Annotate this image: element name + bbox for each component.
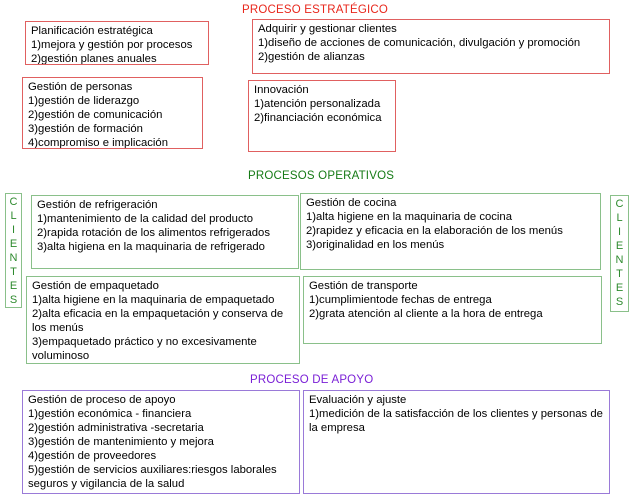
box-gestion-transporte <box>303 276 602 344</box>
box-item: 1)mantenimiento de la calidad del producto <box>37 213 254 225</box>
box-item: 2)rapida rotación de los alimentos refrigerados <box>37 227 270 239</box>
box-title: Gestión de empaquetado <box>32 280 159 292</box>
box-item: 3)alta higiena en la maquinaria de refrigerado <box>37 241 265 253</box>
box-item: 3)gestión de mantenimiento y mejora <box>28 436 214 448</box>
clientes-letter: E <box>9 280 18 292</box>
clientes-letter: E <box>615 282 624 294</box>
clientes-letter: T <box>10 266 17 278</box>
clientes-letter: T <box>616 268 623 280</box>
box-item: 4)compromiso e implicación <box>28 137 169 149</box>
box-title: Gestión de personas <box>28 81 133 93</box>
proceso-estrategico-title: PROCESO ESTRATÉGICO <box>242 4 389 16</box>
clientes-letter: N <box>9 252 18 264</box>
clientes-label-left <box>5 193 22 308</box>
box-title: Adquirir y gestionar clientes <box>258 23 397 35</box>
clientes-letter: C <box>615 198 624 210</box>
clientes-letter: E <box>615 240 624 252</box>
box-item: 2)gestión administrativa -secretaria <box>28 422 204 434</box>
box-item: 3)gestión de formación <box>28 123 143 135</box>
box-gestion-refrigeracion <box>31 195 299 269</box>
box-item: 1)alta higiene en la maquinaria de empaquetado <box>32 294 275 306</box>
box-adquirir-gestionar-clientes <box>252 19 610 74</box>
box-item: 5)gestión de servicios auxiliares:riesgos laborales seguros y vigilancia de la salud <box>28 464 277 490</box>
box-title: Gestión de cocina <box>306 197 397 209</box>
clientes-letter: L <box>616 212 623 224</box>
box-gestion-cocina <box>300 193 601 270</box>
box-item: 1)diseño de acciones de comunicación, divulgación y promoción <box>258 37 581 49</box>
clientes-letter: E <box>9 238 18 250</box>
clientes-letter: L <box>10 210 17 222</box>
clientes-letter: C <box>9 196 18 208</box>
box-item: 2)rapidez y eficacia en la elaboración de los menús <box>306 225 563 237</box>
box-title: Evaluación y ajuste <box>309 394 407 406</box>
box-item: 1)atención personalizada <box>254 98 381 110</box>
clientes-letter: S <box>615 296 624 308</box>
box-innovacion <box>248 80 396 152</box>
box-title: Planificación estratégica <box>31 25 153 37</box>
clientes-label-right <box>610 195 629 312</box>
box-item: 2)gestión de alianzas <box>258 51 365 63</box>
box-item: 1)mejora y gestión por procesos <box>31 39 193 51</box>
box-evaluacion-ajuste <box>303 390 610 494</box>
clientes-letter: S <box>9 294 18 306</box>
box-planificacion-estrategica <box>25 21 209 65</box>
box-item: 1)gestión económica - financiera <box>28 408 192 420</box>
box-title: Gestión de refrigeración <box>37 199 158 211</box>
box-item: 1)gestión de liderazgo <box>28 95 140 107</box>
box-item: 1)alta higiene en la maquinaria de cocina <box>306 211 512 223</box>
box-item: 2)financiación económica <box>254 112 382 124</box>
box-item: 2)grata atención al cliente a la hora de entrega <box>309 308 543 320</box>
box-gestion-proceso-apoyo <box>22 390 300 494</box>
clientes-letter: I <box>617 226 622 238</box>
box-title: Innovación <box>254 84 309 96</box>
proceso-de-apoyo-title: PROCESO DE APOYO <box>250 374 374 386</box>
clientes-letter: I <box>11 224 16 236</box>
box-item: 2)gestión planes anuales <box>31 53 157 65</box>
box-gestion-de-personas <box>22 77 203 149</box>
box-title: Gestión de transporte <box>309 280 418 292</box>
box-item: 4)gestión de proveedores <box>28 450 157 462</box>
box-item: 1)medición de la satisfacción de los clientes y personas de la empresa <box>309 408 603 434</box>
box-item: 2)gestión de comunicación <box>28 109 163 121</box>
box-gestion-empaquetado <box>26 276 300 364</box>
box-item: 2)alta eficacia en la empaquetación y conserva de los menús <box>32 308 284 334</box>
box-item: 1)cumplimientode fechas de entrega <box>309 294 492 306</box>
clientes-letter: N <box>615 254 624 266</box>
procesos-operativos-title: PROCESOS OPERATIVOS <box>248 170 395 182</box>
box-item: 3)empaquetado práctico y no excesivamente voluminoso <box>32 336 257 362</box>
box-title: Gestión de proceso de apoyo <box>28 394 176 406</box>
box-item: 3)originalidad en los menús <box>306 239 445 251</box>
